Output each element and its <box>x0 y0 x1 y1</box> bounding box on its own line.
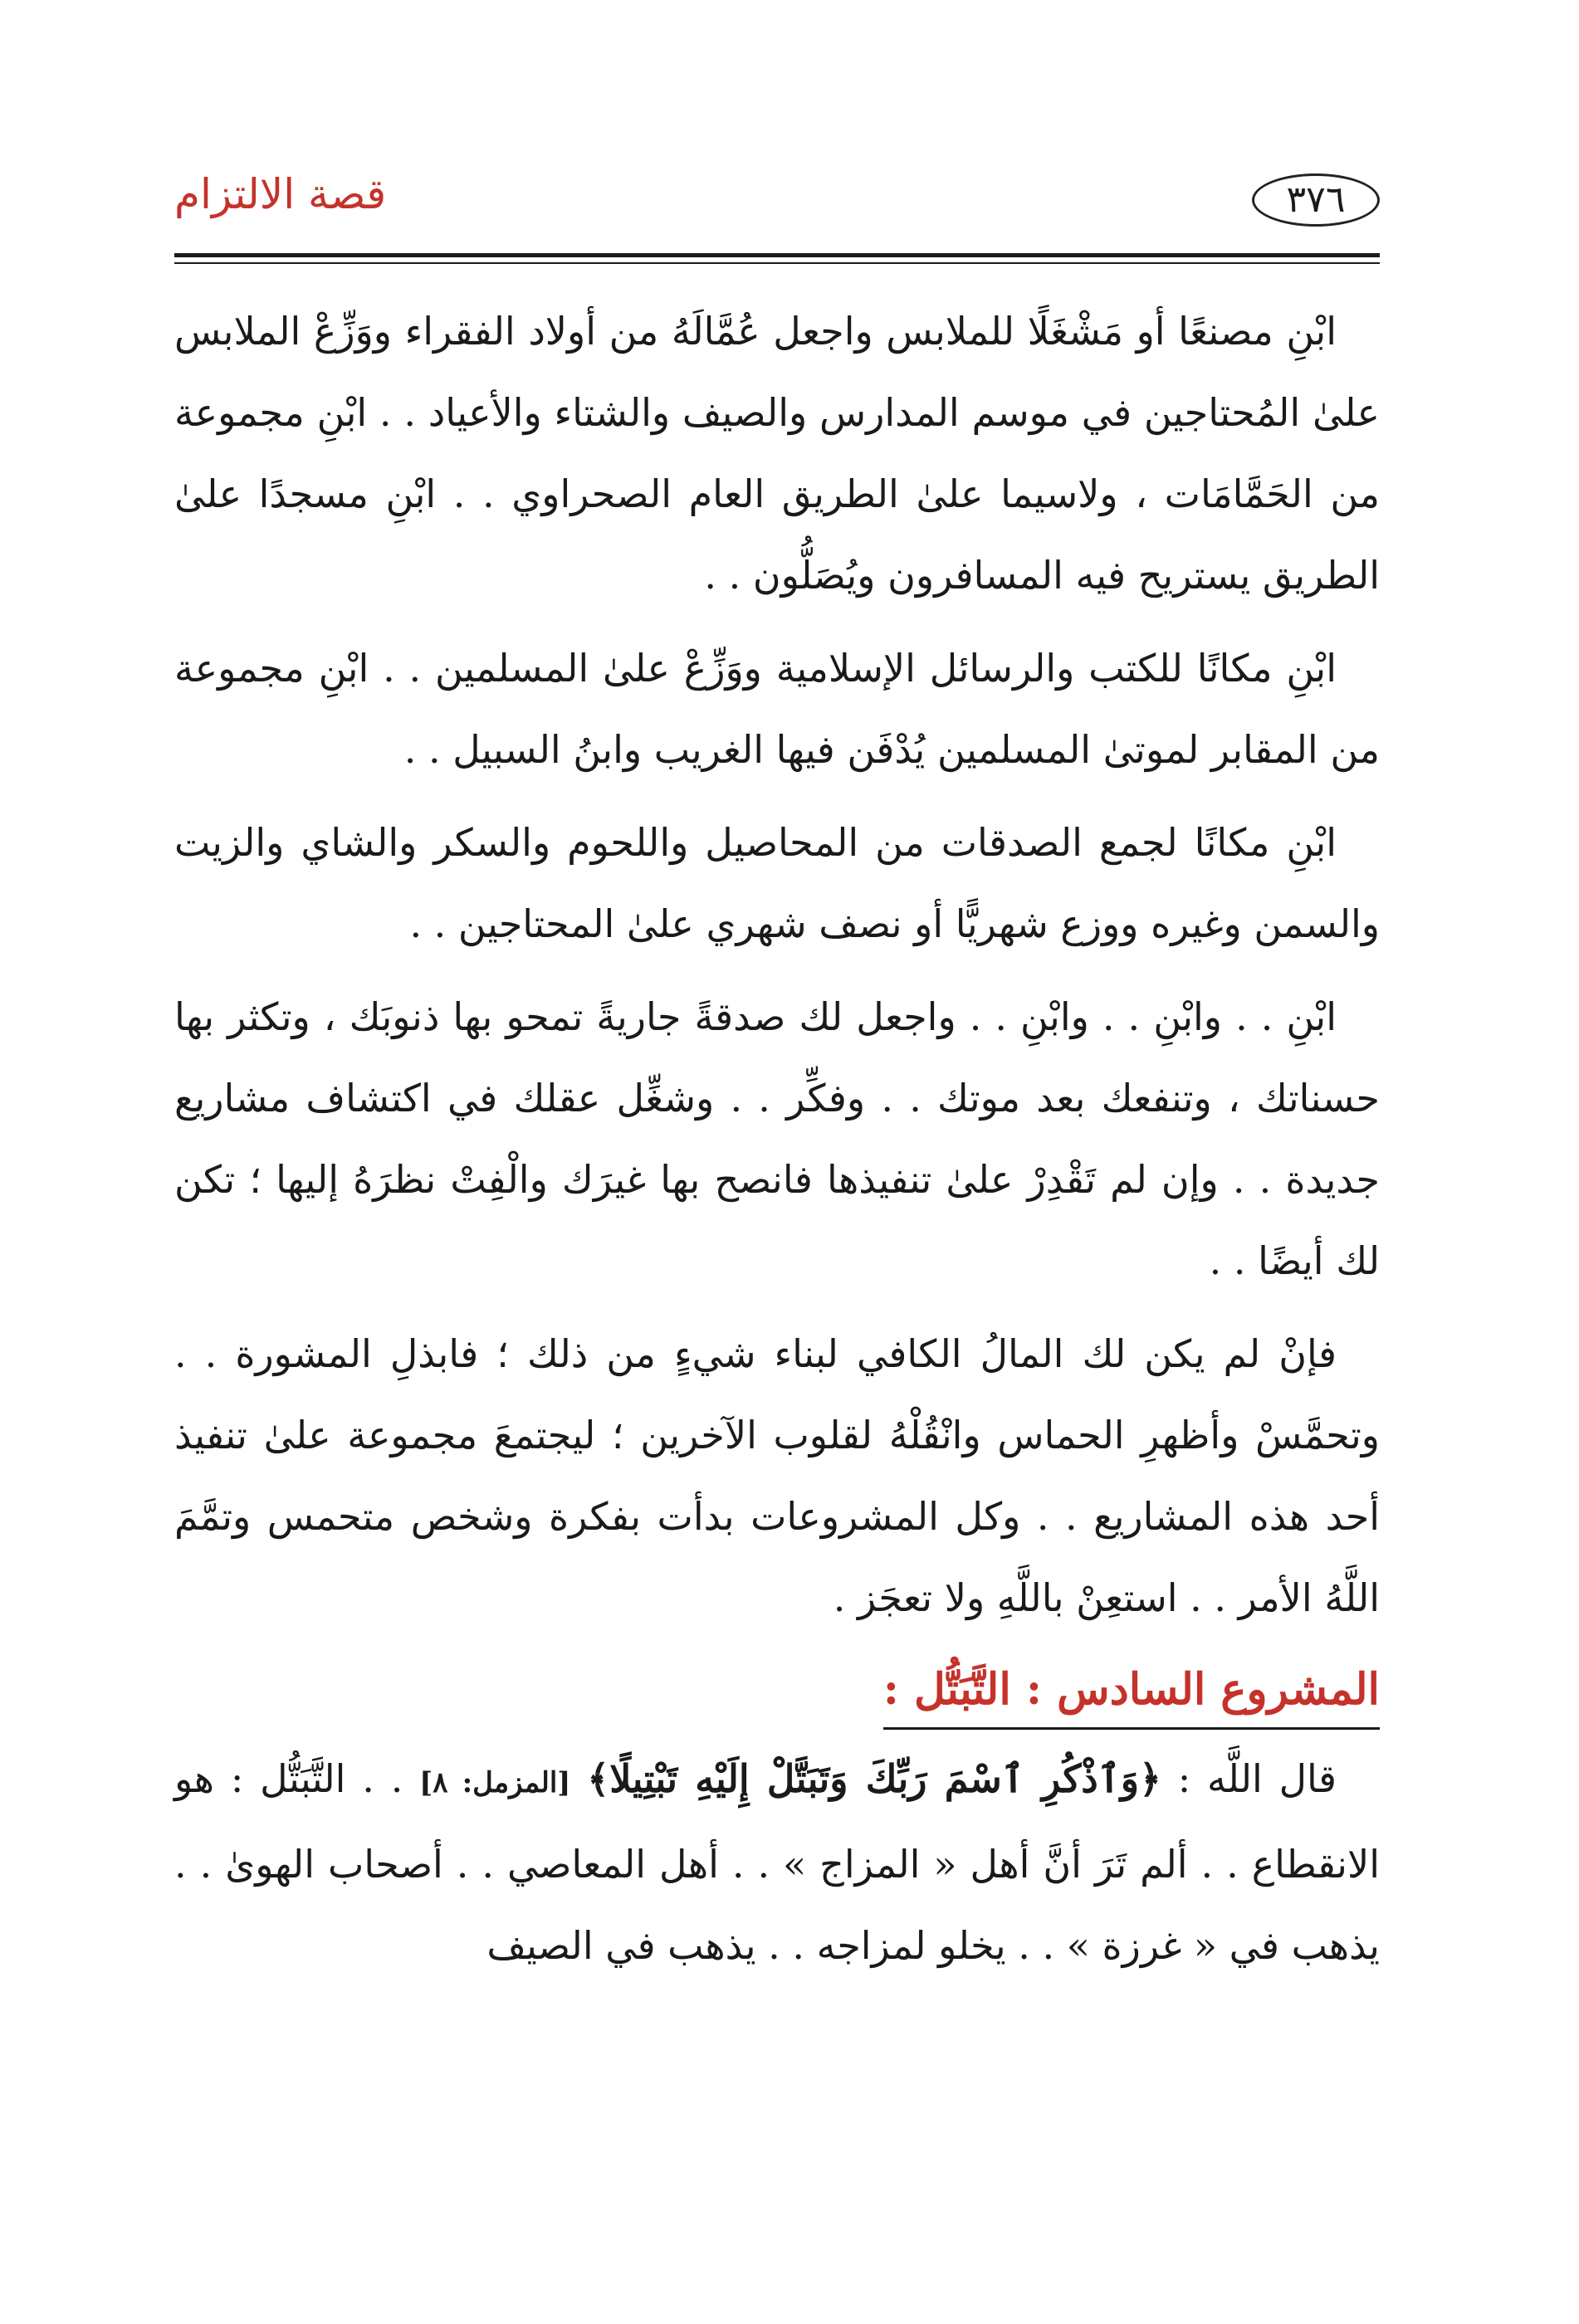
book-title: قصة الالتزام <box>174 170 387 218</box>
paragraph-3: ابْنِ مكانًا لجمع الصدقات من المحاصيل واللحوم والسكر والشاي والزيت والسمن وغيره ووزع شهريًّا أو نصف شهري علىٰ المحتاجين . . <box>174 820 1380 946</box>
paragraph-2: ابْنِ مكانًا للكتب والرسائل الإسلامية ووَزِّعْ علىٰ المسلمين . . ابْنِ مجموعة من المقابر لموتىٰ المسلمين يُدْفَن فيها الغريب وابنُ السبيل . . <box>174 646 1380 772</box>
page-number: ٣٧٦ <box>1252 173 1380 227</box>
page-header <box>174 170 1380 261</box>
verse-reference: [المزمل: ٨] <box>419 1766 571 1799</box>
section-heading: المشروع السادس : التَّبَتُّل : <box>883 1653 1380 1730</box>
header-rule-thick <box>174 253 1380 257</box>
page-body <box>174 290 1380 1998</box>
paragraph-4: ابْنِ . . وابْنِ . . وابْنِ . . واجعل لك صدقةً جاريةً تمحو بها ذنوبَك ، وتكثر بها حسناتك ، وتنفعك بعد موتك . . وفكِّر . . وشغِّل عقلك في اكتشاف مشاريع جديدة . . وإن لم تَقْدِرْ علىٰ تنفيذها فانصح بها غيرَك والْفِتْ نظرَهُ إليها ؛ تكن لك أيضًا . . <box>174 994 1380 1283</box>
paragraph-1: ابْنِ مصنعًا أو مَشْغَلًا للملابس واجعل عُمَّالَهُ من أولاد الفقراء ووَزِّعْ الملابس علىٰ المُحتاجين في موسم المدارس والصيف والشتاء والأعياد . . ابْنِ مجموعة من الحَمَّامَات ، ولاسيما علىٰ الطريق العام الصحراوي . . ابْنِ مسجدًا علىٰ الطريق يستريح فيه المسافرون ويُصَلُّون . . <box>174 309 1380 598</box>
paragraph-5: فإنْ لم يكن لك المالُ الكافي لبناء شيءٍ من ذلك ؛ فابذلِ المشورة . . وتحمَّسْ وأظهرِ الحماس وانْقُلْهُ لقلوب الآخرين ؛ ليجتمعَ مجموعة علىٰ تنفيذ أحد هذه المشاريع . . وكل المشروعات بدأت بفكرة وشخص متحمس وتمَّمَ اللَّهُ الأمر . . استعِنْ باللَّهِ ولا تعجَز . <box>174 1331 1380 1620</box>
section-paragraph <box>174 1738 1380 1986</box>
header-rule-thin <box>174 262 1380 264</box>
section-text: . . التَّبَتُّل : هو الانقطاع . . ألم تَرَ أنَّ أهل « المزاج » . . أهل المعاصي . . أصحاب الهوىٰ . . يذهب في « غرزة » . . يخلو لمزاجه . . يذهب في الصيف <box>174 1756 1380 1968</box>
quran-verse: ﴿وَٱذْكُرِ ٱسْمَ رَبِّكَ وَتَبَتَّلْ إِلَيْهِ تَبْتِيلًا﴾ <box>587 1756 1161 1801</box>
section-intro: قال اللَّه : <box>1177 1756 1337 1801</box>
